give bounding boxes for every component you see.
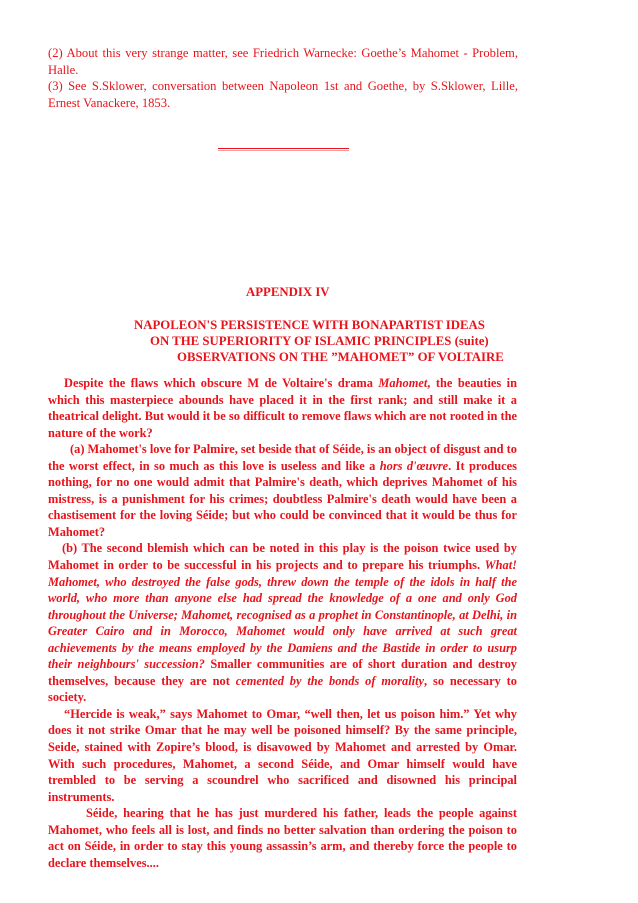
paragraph-2-italic: hors d'œuvre	[379, 458, 449, 473]
paragraph-2	[48, 441, 517, 540]
paragraph-3-italic-b: What! Mahomet, who destroyed the false gods, threw down the temple of the idols in half the world, who more than anyone else had spread the knowledge of a one and only God throughout the Universe; Mahomet, recognised as a prophet in Constantinople, at Delhi, in Greater Cairo and in Morocco, Mahomet would only have arrived at such great achievements by the means employed by the Damiens and the Bastide in order to usurp their neighbours' succession?	[48, 558, 517, 672]
paragraph-3-text-a: (b) The second blemish which can be noted in this play is the poison twice used by Mahomet in order to be successful in his projects and to prepare his triumphs.	[48, 541, 517, 573]
separator-rule-shadow	[218, 150, 349, 151]
appendix-title: APPENDIX IV	[246, 285, 330, 299]
paragraph-1-text-a: Despite the flaws which obscure M de Voltaire's drama	[64, 376, 379, 390]
paragraph-1-italic: Mahomet	[378, 376, 428, 390]
paragraph-3-text-c: Smaller communities are of short duration and destroy themselves, because they are not	[48, 657, 517, 688]
footnote-3: (3) See S.Sklower, conversation between Napoleon 1st and Goethe, by S.Sklower, Lille, Ernest Vanackere, 1853.	[48, 79, 518, 110]
appendix-subtitle-line-2: ON THE SUPERIORITY OF ISLAMIC PRINCIPLES (suite)	[150, 334, 489, 348]
separator-rule	[218, 148, 349, 149]
paragraph-2-text-a: (a) Mahomet's love for Palmire, set beside that of Séide, is an object of disgust and to the worst effect, in so much as this love is useless and like a	[48, 442, 517, 473]
paragraph-4: “Hercide is weak,” says Mahomet to Omar, “well then, let us poison him.” Yet why does it not strike Omar that he may well be poisoned himself? By the same principle, Seide, stained with Zopire’s blood, is disavowed by Mahomet and arrested by Omar. With such procedures, Mahomet, a second Séide, and Omar himself would have trembled to be serving a scoundrel who sacrificed and disowned his principal instruments.	[48, 706, 517, 804]
paragraph-5: Séide, hearing that he has just murdered his father, leads the people against Mahomet, who feels all is lost, and finds no better salvation than ordering the poison to act on Séide, in order to stay this young assassin’s arm, and thereby force the people to declare themselves....	[48, 806, 517, 870]
body-text	[48, 375, 517, 871]
paragraph-3-text-e: , so necessary to society.	[48, 673, 517, 705]
paragraph-1-text-c: , the beauties in which this masterpiece abounds have placed it in the first rank; and still make it a theatrical delight. But would it be so difficult to remove flaws which are not rooted in the nature of the work?	[48, 376, 517, 440]
paragraph-3-italic-d: cemented by the bonds of morality	[235, 673, 425, 688]
paragraph-3	[48, 540, 517, 705]
footnote-2: (2) About this very strange matter, see Friedrich Warnecke: Goethe’s Mahomet - Problem, Halle.	[48, 46, 518, 77]
paragraph-1	[48, 375, 517, 441]
footnotes	[48, 45, 518, 111]
paragraph-2-text-c: . It produces nothing, for no one would admit that Palmire's death, which deprives Mahomet of his mistress, is a punishment for his crimes; doubtless Palmire's death would have been a chastisement for the loving Séide; but who could be convinced that it would be thus for Mahomet?	[48, 458, 517, 539]
appendix-subtitle-line-1: NAPOLEON'S PERSISTENCE WITH BONAPARTIST IDEAS	[134, 318, 485, 332]
appendix-subtitle-line-3: OBSERVATIONS ON THE ”MAHOMET” OF VOLTAIRE	[177, 350, 504, 364]
